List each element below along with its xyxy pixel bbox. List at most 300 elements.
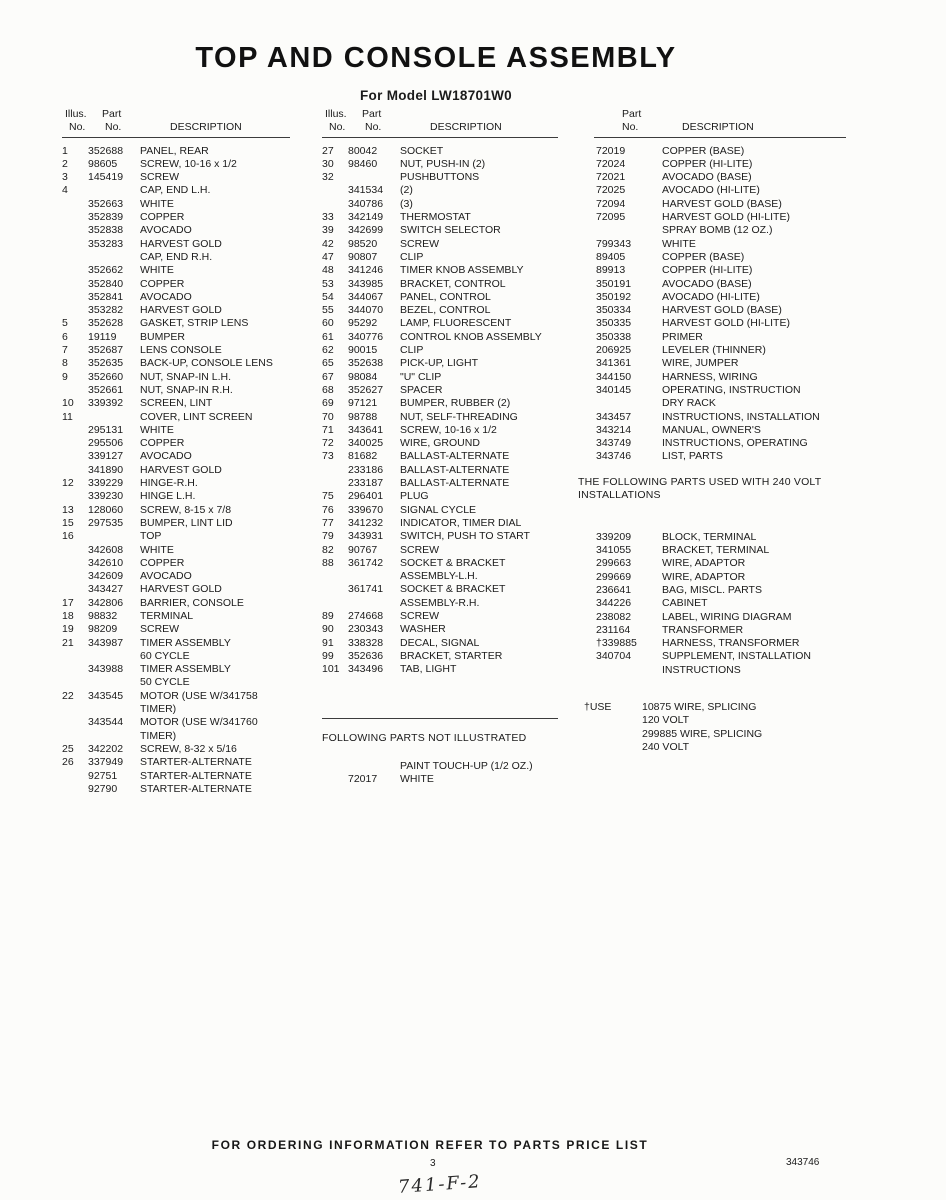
description: ASSEMBLY-L.H.: [400, 570, 478, 583]
illus-no: [62, 770, 88, 783]
description: BUMPER: [140, 330, 185, 343]
part-no: 352636: [348, 649, 384, 662]
part-no: 296401: [348, 490, 384, 503]
description: HARVEST GOLD (BASE): [662, 304, 782, 317]
description: TIMER ASSEMBLY: [140, 663, 231, 676]
part-no: 233187: [348, 477, 384, 490]
part-no: 342609: [88, 570, 124, 583]
table-row: [62, 597, 290, 610]
table-row: [62, 610, 290, 623]
description: NUT, SNAP-IN R.H.: [140, 383, 233, 396]
description: 60 CYCLE: [140, 649, 190, 662]
part-no: 236641: [596, 583, 632, 596]
table-row: [62, 690, 290, 703]
table-row: [322, 530, 558, 543]
part-no: 344226: [596, 597, 632, 610]
table-row: [62, 756, 290, 769]
table-row: [322, 663, 558, 676]
part-no: [348, 570, 400, 583]
part-no: 343496: [348, 663, 384, 676]
illus-no: [62, 583, 88, 596]
description: SUPPLEMENT, INSTALLATION: [662, 650, 811, 663]
table-row: [62, 278, 290, 291]
description: WHITE: [662, 237, 696, 250]
illus-no: 13: [62, 503, 74, 516]
table-row: [62, 490, 290, 503]
part-no: [596, 397, 662, 410]
table-row: [596, 584, 846, 597]
part-no: 72024: [596, 157, 626, 170]
table-row: [62, 570, 290, 583]
part-no: 342608: [88, 543, 124, 556]
part-no: 343214: [596, 423, 632, 436]
part-no: [88, 676, 140, 689]
description: PANEL, REAR: [140, 144, 209, 157]
illus-no: 4: [62, 184, 68, 197]
table-row: [322, 357, 558, 370]
part-no: [596, 224, 662, 237]
illus-no: 53: [322, 277, 334, 290]
table-row: [322, 760, 558, 773]
header-no-label: No.: [69, 121, 86, 134]
handwritten-note: 741-F-2: [397, 1171, 483, 1198]
table-row: [62, 371, 290, 384]
part-no: 90807: [348, 250, 378, 263]
description: SIGNAL CYCLE: [400, 503, 477, 516]
description: HARVEST GOLD: [140, 583, 222, 596]
description: "U" CLIP: [400, 370, 442, 383]
header-illus-label: Illus.: [325, 108, 347, 120]
table-row: [596, 571, 846, 584]
illus-no: [62, 291, 88, 304]
description: SCREW, 10-16 x 1/2: [400, 423, 497, 436]
page-number: 3: [430, 1158, 436, 1169]
part-no: 295131: [88, 423, 124, 436]
description: PICK-UP, LIGHT: [400, 357, 478, 370]
part-no: 343457: [596, 410, 632, 423]
description: BLOCK, TERMINAL: [662, 530, 757, 543]
part-no: 352638: [348, 357, 384, 370]
illus-no: [322, 760, 348, 773]
description: WIRE, ADAPTOR: [662, 557, 746, 570]
table-row: [62, 397, 290, 410]
header-row: [322, 108, 558, 121]
description: SCREW: [400, 609, 440, 622]
part-no: 343988: [88, 663, 124, 676]
part-no: 343641: [348, 423, 384, 436]
table-row: [596, 158, 846, 171]
part-no: 72095: [596, 211, 626, 224]
illus-no: [62, 384, 88, 397]
part-no: [88, 411, 140, 424]
illus-no: 2: [62, 157, 68, 170]
description: SWITCH, PUSH TO START: [400, 530, 530, 543]
part-no: 350335: [596, 317, 632, 330]
part-no: 72094: [596, 197, 626, 210]
illus-no: [62, 437, 88, 450]
part-no: 337949: [88, 756, 124, 769]
part-no: 343427: [88, 583, 124, 596]
table-row: [322, 411, 558, 424]
illus-no: [62, 238, 88, 251]
parts-table-body: [578, 145, 846, 464]
illus-no: [322, 184, 348, 197]
part-no: 342699: [348, 224, 384, 237]
table-row: [596, 531, 846, 544]
part-no: 339392: [88, 397, 124, 410]
description: BRACKET, CONTROL: [400, 277, 506, 290]
table-row: [322, 517, 558, 530]
parts-column-1: [62, 108, 290, 796]
part-no: 19119: [88, 330, 117, 343]
table-row: [62, 211, 290, 224]
table-row: [62, 730, 290, 743]
description: COPPER: [140, 437, 185, 450]
illus-no: 22: [62, 689, 74, 702]
description: BUMPER, RUBBER (2): [400, 397, 511, 410]
table-row: [62, 663, 290, 676]
description: (3): [400, 197, 413, 210]
illus-no: 25: [62, 742, 74, 755]
description: MOTOR (USE W/341760: [140, 716, 258, 729]
page-title: TOP AND CONSOLE ASSEMBLY: [195, 42, 677, 74]
table-row: [62, 344, 290, 357]
column-header: [62, 108, 290, 138]
table-row: [322, 251, 558, 264]
table-row: [62, 171, 290, 184]
illus-no: [62, 278, 88, 291]
illus-no: 68: [322, 383, 334, 396]
illus-no: 11: [62, 410, 73, 423]
illus-no: [322, 464, 348, 477]
illus-no: 15: [62, 516, 74, 529]
description: HARVEST GOLD: [140, 463, 222, 476]
table-row: [596, 371, 846, 384]
illus-no: 19: [62, 623, 74, 636]
table-row: [322, 198, 558, 211]
table-row: [596, 437, 846, 450]
illus-no: 18: [62, 609, 74, 622]
model-subtitle: For Model LW18701W0: [360, 88, 512, 103]
description: WHITE: [140, 543, 174, 556]
part-no: 361741: [348, 583, 384, 596]
table-row: [62, 544, 290, 557]
description: STARTER-ALTERNATE: [140, 782, 252, 795]
description: COPPER (HI-LITE): [662, 264, 753, 277]
header-part-label: Part: [622, 108, 642, 120]
part-no: 342806: [88, 596, 124, 609]
description: NUT, PUSH-IN (2): [400, 157, 486, 170]
table-row: [62, 251, 290, 264]
illus-no: 7: [62, 344, 68, 357]
table-row: [62, 450, 290, 463]
description: AVOCADO (BASE): [662, 277, 752, 290]
illus-no: [62, 730, 88, 743]
column-header: [322, 108, 558, 138]
table-row: [322, 504, 558, 517]
table-row: [322, 278, 558, 291]
table-row: [596, 278, 846, 291]
description: WIRE, GROUND: [400, 437, 480, 450]
description: BALLAST-ALTERNATE: [400, 450, 510, 463]
table-row: [322, 424, 558, 437]
part-no: 352687: [88, 344, 124, 357]
table-row: [596, 611, 846, 624]
description: 10875 WIRE, SPLICING: [642, 700, 757, 713]
illus-no: 9: [62, 370, 68, 383]
description: MANUAL, OWNER'S: [662, 423, 761, 436]
part-no: 343544: [88, 716, 124, 729]
description: PANEL, CONTROL: [400, 290, 491, 303]
description: BACK-UP, CONSOLE LENS: [140, 357, 273, 370]
table-row: [322, 450, 558, 463]
illus-no: [322, 477, 348, 490]
description: HARVEST GOLD: [140, 304, 222, 317]
description: TIMER): [140, 729, 177, 742]
illus-no: [62, 264, 88, 277]
description: HINGE L.H.: [140, 490, 196, 503]
table-row: [62, 517, 290, 530]
table-row: [596, 184, 846, 197]
part-no: 230343: [348, 623, 384, 636]
description: CABINET: [662, 597, 708, 610]
description: AVOCADO: [140, 570, 192, 583]
table-row: [322, 264, 558, 277]
description: COPPER (HI-LITE): [662, 157, 753, 170]
part-no: 339670: [348, 503, 384, 516]
illus-no: 39: [322, 224, 334, 237]
table-row: [322, 238, 558, 251]
part-no: 340145: [596, 383, 632, 396]
table-row: [584, 714, 846, 727]
table-row: [62, 437, 290, 450]
part-no: 344150: [596, 370, 632, 383]
table-row: [322, 597, 558, 610]
illus-no: 101: [322, 663, 340, 676]
description: LENS CONSOLE: [140, 344, 222, 357]
table-row: [596, 384, 846, 397]
table-row: [62, 676, 290, 689]
header-row: [62, 121, 290, 134]
table-row: [62, 464, 290, 477]
part-no: 344070: [348, 304, 384, 317]
description: LEVELER (THINNER): [662, 344, 766, 357]
header-description-label: DESCRIPTION: [170, 121, 242, 134]
description: CLIP: [400, 250, 424, 263]
part-no: 352839: [88, 211, 124, 224]
description: (2): [400, 184, 413, 197]
illus-no: [62, 304, 88, 317]
table-row: [62, 623, 290, 636]
part-no: 350338: [596, 330, 632, 343]
part-no: 341055: [596, 544, 632, 557]
part-no: 799343: [596, 237, 632, 250]
illus-no: [62, 783, 88, 796]
table-row: [62, 264, 290, 277]
part-no: 342202: [88, 742, 124, 755]
illus-no: [62, 424, 88, 437]
description: BRACKET, TERMINAL: [662, 544, 770, 557]
divider-rule: [322, 718, 558, 719]
part-no: 98788: [348, 410, 378, 423]
description: STARTER-ALTERNATE: [140, 769, 252, 782]
table-row: [322, 557, 558, 570]
description: COPPER (BASE): [662, 144, 745, 157]
description: LIST, PARTS: [662, 450, 723, 463]
illus-no: 75: [322, 490, 334, 503]
illus-no: 8: [62, 357, 68, 370]
table-row: [596, 211, 846, 224]
illus-no: 32: [322, 171, 334, 184]
description: INDICATOR, TIMER DIAL: [400, 516, 522, 529]
description: PAINT TOUCH-UP (1/2 OZ.): [400, 759, 533, 772]
part-no: †USE: [584, 700, 612, 713]
description: NUT, SNAP-IN L.H.: [140, 370, 232, 383]
table-row: [322, 158, 558, 171]
illus-no: [62, 676, 88, 689]
table-row: [596, 424, 846, 437]
illus-no: 99: [322, 649, 334, 662]
description: SPACER: [400, 383, 443, 396]
table-row: [62, 703, 290, 716]
part-no: 339229: [88, 477, 124, 490]
table-row: [596, 450, 846, 463]
description: 299885 WIRE, SPLICING: [642, 727, 763, 740]
part-no: 352628: [88, 317, 124, 330]
parts-table-body: [62, 145, 290, 797]
part-no: 340025: [348, 437, 384, 450]
illus-no: 71: [322, 423, 334, 436]
part-no: 361742: [348, 556, 384, 569]
illus-no: [62, 570, 88, 583]
part-no: 98832: [88, 609, 118, 622]
parts-column-3: [578, 108, 846, 754]
description: NUT, SELF-THREADING: [400, 410, 518, 423]
table-row: [596, 357, 846, 370]
description: CAP, END L.H.: [140, 184, 211, 197]
part-no: 339230: [88, 490, 124, 503]
illus-no: 60: [322, 317, 334, 330]
description: SCREW: [140, 623, 180, 636]
table-row: [322, 397, 558, 410]
illus-no: 26: [62, 756, 74, 769]
table-row: [596, 544, 846, 557]
table-row: [322, 344, 558, 357]
part-no: [88, 730, 140, 743]
header-row: [62, 108, 290, 121]
description: BARRIER, CONSOLE: [140, 596, 244, 609]
illus-no: [62, 663, 88, 676]
illus-no: 47: [322, 250, 334, 263]
illus-no: [322, 583, 348, 596]
illus-no: 21: [62, 636, 74, 649]
part-no: 299663: [596, 557, 632, 570]
part-no: 352627: [348, 383, 384, 396]
part-no: [348, 597, 400, 610]
illus-no: [62, 224, 88, 237]
illus-no: 6: [62, 330, 68, 343]
part-no: [596, 664, 662, 677]
description: LABEL, WIRING DIAGRAM: [662, 610, 792, 623]
table-row: [596, 597, 846, 610]
table-row: [62, 384, 290, 397]
part-no: [348, 760, 400, 773]
parts-240v-table-body: [578, 531, 846, 677]
description: AVOCADO: [140, 450, 192, 463]
doc-number: 343746: [786, 1157, 820, 1168]
illus-no: 12: [62, 477, 74, 490]
table-row: [596, 238, 846, 251]
illus-no: 1: [62, 144, 68, 157]
description: 120 VOLT: [642, 714, 690, 727]
description: COPPER (BASE): [662, 250, 745, 263]
table-row: [62, 158, 290, 171]
table-row: [322, 650, 558, 663]
description: COPPER: [140, 277, 185, 290]
header-illus-label: Illus.: [65, 108, 87, 120]
table-row: [596, 291, 846, 304]
table-row: [322, 224, 558, 237]
part-no: 274668: [348, 609, 384, 622]
description: HINGE-R.H.: [140, 477, 198, 490]
description: SWITCH SELECTOR: [400, 224, 501, 237]
table-row: [322, 304, 558, 317]
description: HARVEST GOLD (HI-LITE): [662, 317, 790, 330]
description: WHITE: [400, 773, 434, 786]
description: SCREW, 8-32 x 5/16: [140, 742, 237, 755]
part-no: 89405: [596, 250, 626, 263]
part-no: 238082: [596, 610, 632, 623]
description: PLUG: [400, 490, 429, 503]
part-no: 98209: [88, 623, 118, 636]
illus-no: [62, 703, 88, 716]
part-no: 81682: [348, 450, 378, 463]
illus-no: [62, 557, 88, 570]
illus-no: 91: [322, 636, 334, 649]
part-no: 342610: [88, 556, 124, 569]
part-no: 128060: [88, 503, 124, 516]
table-row: [62, 317, 290, 330]
table-row: [62, 583, 290, 596]
part-no: 98084: [348, 370, 378, 383]
illus-no: 73: [322, 450, 334, 463]
description: PUSHBUTTONS: [400, 171, 480, 184]
part-no: 339127: [88, 450, 124, 463]
description: SCREW: [140, 171, 180, 184]
header-row: [594, 121, 846, 134]
description: TIMER ASSEMBLY: [140, 636, 231, 649]
part-no: 341361: [596, 357, 632, 370]
part-no: 343746: [596, 450, 632, 463]
illus-no: 82: [322, 543, 334, 556]
description: HARNESS, TRANSFORMER: [662, 637, 800, 650]
description: BAG, MISCL. PARTS: [662, 583, 762, 596]
part-no: 90015: [348, 344, 378, 357]
table-row: [596, 317, 846, 330]
header-row: [322, 121, 558, 134]
illus-no: 42: [322, 237, 334, 250]
illus-no: [322, 597, 348, 610]
part-no: 233186: [348, 463, 384, 476]
description: SCREW, 8-15 x 7/8: [140, 503, 232, 516]
description: BRACKET, STARTER: [400, 649, 503, 662]
part-no: 98520: [348, 237, 378, 250]
illus-no: [62, 450, 88, 463]
part-no: 350192: [596, 290, 632, 303]
illus-no: 33: [322, 211, 334, 224]
not-illustrated-heading: FOLLOWING PARTS NOT ILLUSTRATED: [322, 732, 527, 745]
column-header: [594, 108, 846, 138]
